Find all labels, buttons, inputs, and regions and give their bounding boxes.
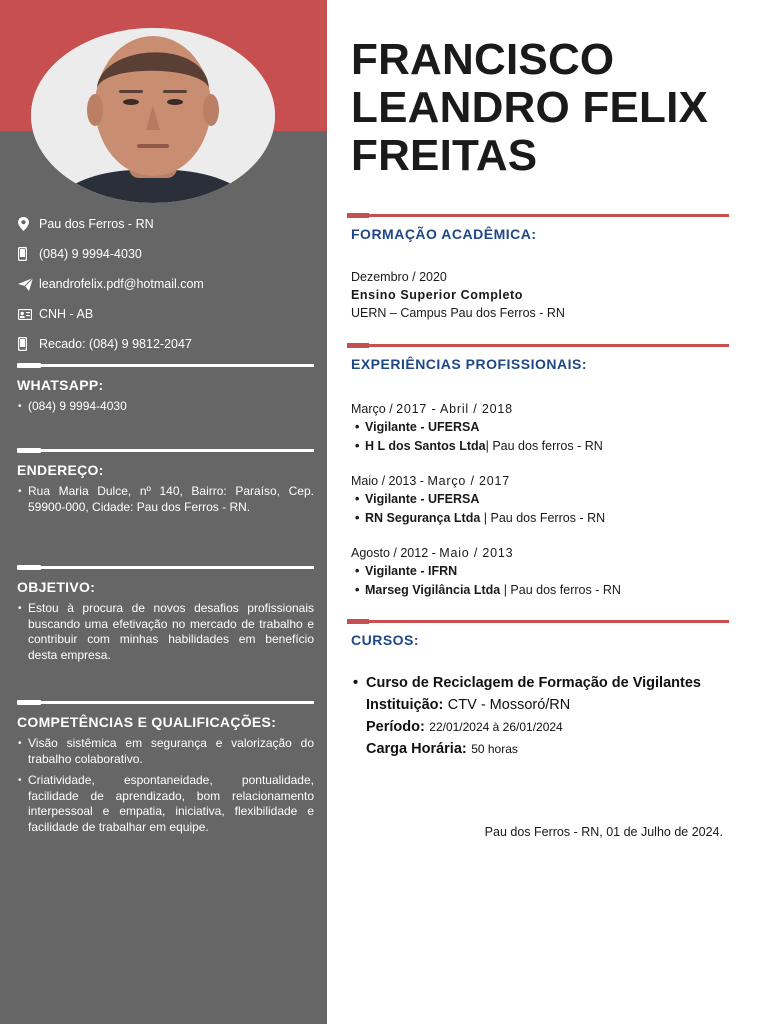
section-divider	[17, 449, 314, 452]
objective-section	[17, 566, 314, 669]
course-period	[353, 716, 729, 738]
education-institution: UERN – Campus Pau dos Ferros - RN	[351, 306, 565, 320]
education-degree: Ensino Superior Completo	[351, 288, 524, 302]
contact-phone-text: (084) 9 9994-4030	[39, 247, 142, 261]
course-institution-label: Instituição:	[366, 697, 444, 713]
experience-entry	[351, 472, 729, 528]
section-divider	[17, 701, 314, 704]
experience-section	[347, 344, 729, 600]
course-name: • Curso de Reciclagem de Formação de Vigilantes	[353, 673, 729, 694]
section-divider	[17, 364, 314, 367]
experience-company-name: Marseg Vigilância Ltda	[365, 583, 501, 597]
experience-company-name: RN Segurança Ltda	[365, 511, 481, 525]
contact-email-text[interactable]: leandrofelix.pdf@hotmail.com	[39, 277, 204, 291]
id-card-icon	[18, 309, 38, 320]
experience-date-end: 2017 - Abril / 2018	[396, 402, 513, 416]
contact-list	[18, 209, 318, 359]
contact-license	[18, 299, 318, 329]
candidate-name: FRANCISCO LEANDRO FELIX FREITAS	[351, 35, 709, 180]
sidebar	[0, 0, 327, 1024]
skills-item: • Criatividade, espontaneidade, pontualidade, facilidade de aprendizado, bom relacionamento interpessoal e empatia, iniciativa, flexibilidade e facilidade de trabalhar em equipe.	[17, 773, 314, 835]
experience-date-end: Maio / 2013	[439, 546, 514, 560]
skills-item: • Visão sistêmica em segurança e valorização do trabalho colaborativo.	[17, 736, 314, 767]
experience-title: EXPERIÊNCIAS PROFISSIONAIS:	[351, 356, 587, 372]
experience-date-end: Março / 2017	[427, 474, 511, 488]
courses-section	[347, 620, 729, 760]
course-institution	[353, 694, 729, 716]
experience-location: | Pau dos Ferros - RN	[480, 511, 606, 525]
objective-list	[17, 601, 314, 663]
section-divider	[17, 566, 314, 569]
profile-photo	[31, 28, 275, 203]
experience-company	[351, 581, 729, 600]
course-period-value: 22/01/2024 à 26/01/2024	[429, 720, 563, 734]
section-divider	[347, 344, 729, 347]
courses-title: CURSOS:	[351, 632, 420, 648]
experience-date-start: Agosto / 2012 -	[351, 546, 436, 560]
contact-license-text: CNH - AB	[39, 307, 94, 321]
experience-date-start: Maio / 2013 -	[351, 474, 424, 488]
experience-date	[351, 472, 729, 490]
address-title: ENDEREÇO:	[17, 462, 104, 478]
experience-location: | Pau dos ferros - RN	[500, 583, 621, 597]
experience-entry	[351, 400, 729, 456]
course-hours	[353, 738, 729, 760]
location-pin-icon	[18, 217, 38, 231]
section-divider	[347, 214, 729, 217]
experience-company	[351, 509, 729, 528]
contact-phone	[18, 239, 318, 269]
contact-message-phone-text: Recado: (084) 9 9812-2047	[39, 337, 192, 351]
experience-date	[351, 544, 729, 562]
course-period-label: Período:	[366, 719, 425, 735]
objective-text: • Estou à procura de novos desafios profissionais buscando uma efetivação no mercado de trabalho e contribuir com minhas habilidades em benefício desta empresa.	[17, 601, 314, 663]
education-date: Dezembro / 2020	[351, 270, 447, 284]
objective-title: OBJETIVO:	[17, 579, 96, 595]
experience-company	[351, 437, 729, 456]
skills-section	[17, 701, 314, 841]
whatsapp-list	[17, 399, 314, 415]
experience-date-start: Março /	[351, 402, 393, 416]
phone-icon	[18, 337, 38, 351]
experience-location: | Pau dos ferros - RN	[485, 439, 603, 453]
section-divider	[347, 620, 729, 623]
contact-email	[18, 269, 318, 299]
place-date-signature: Pau dos Ferros - RN, 01 de Julho de 2024.	[484, 825, 723, 839]
address-text: • Rua Maria Dulce, nº 140, Bairro: Paraíso, Cep. 59900-000, Cidade: Pau dos Ferros - RN.	[17, 484, 314, 515]
experience-company-name: H L dos Santos Ltda	[365, 439, 486, 453]
experience-role: • Vigilante - IFRN	[351, 562, 729, 581]
experience-date	[351, 400, 729, 418]
experience-entry	[351, 544, 729, 600]
education-section	[347, 214, 729, 322]
experience-role: • Vigilante - UFERSA	[351, 418, 729, 437]
skills-list	[17, 736, 314, 835]
whatsapp-number: • (084) 9 9994-4030	[17, 399, 314, 415]
contact-location-text: Pau dos Ferros - RN	[39, 217, 154, 231]
skills-title: COMPETÊNCIAS E QUALIFICAÇÕES:	[17, 714, 277, 730]
education-entry	[351, 268, 729, 322]
whatsapp-title: WHATSAPP:	[17, 377, 104, 393]
contact-location	[18, 209, 318, 239]
course-hours-label: Carga Horária:	[366, 741, 467, 757]
course-institution-value: CTV - Mossoró/RN	[447, 697, 571, 713]
phone-icon	[18, 247, 38, 261]
education-title: FORMAÇÃO ACADÊMICA:	[351, 226, 537, 242]
contact-message-phone	[18, 329, 318, 359]
experience-role: • Vigilante - UFERSA	[351, 490, 729, 509]
whatsapp-section	[17, 364, 314, 421]
course-entry	[353, 673, 729, 760]
address-section	[17, 449, 314, 521]
paper-plane-icon	[18, 278, 38, 291]
course-hours-value: 50 horas	[471, 742, 518, 756]
address-list	[17, 484, 314, 515]
